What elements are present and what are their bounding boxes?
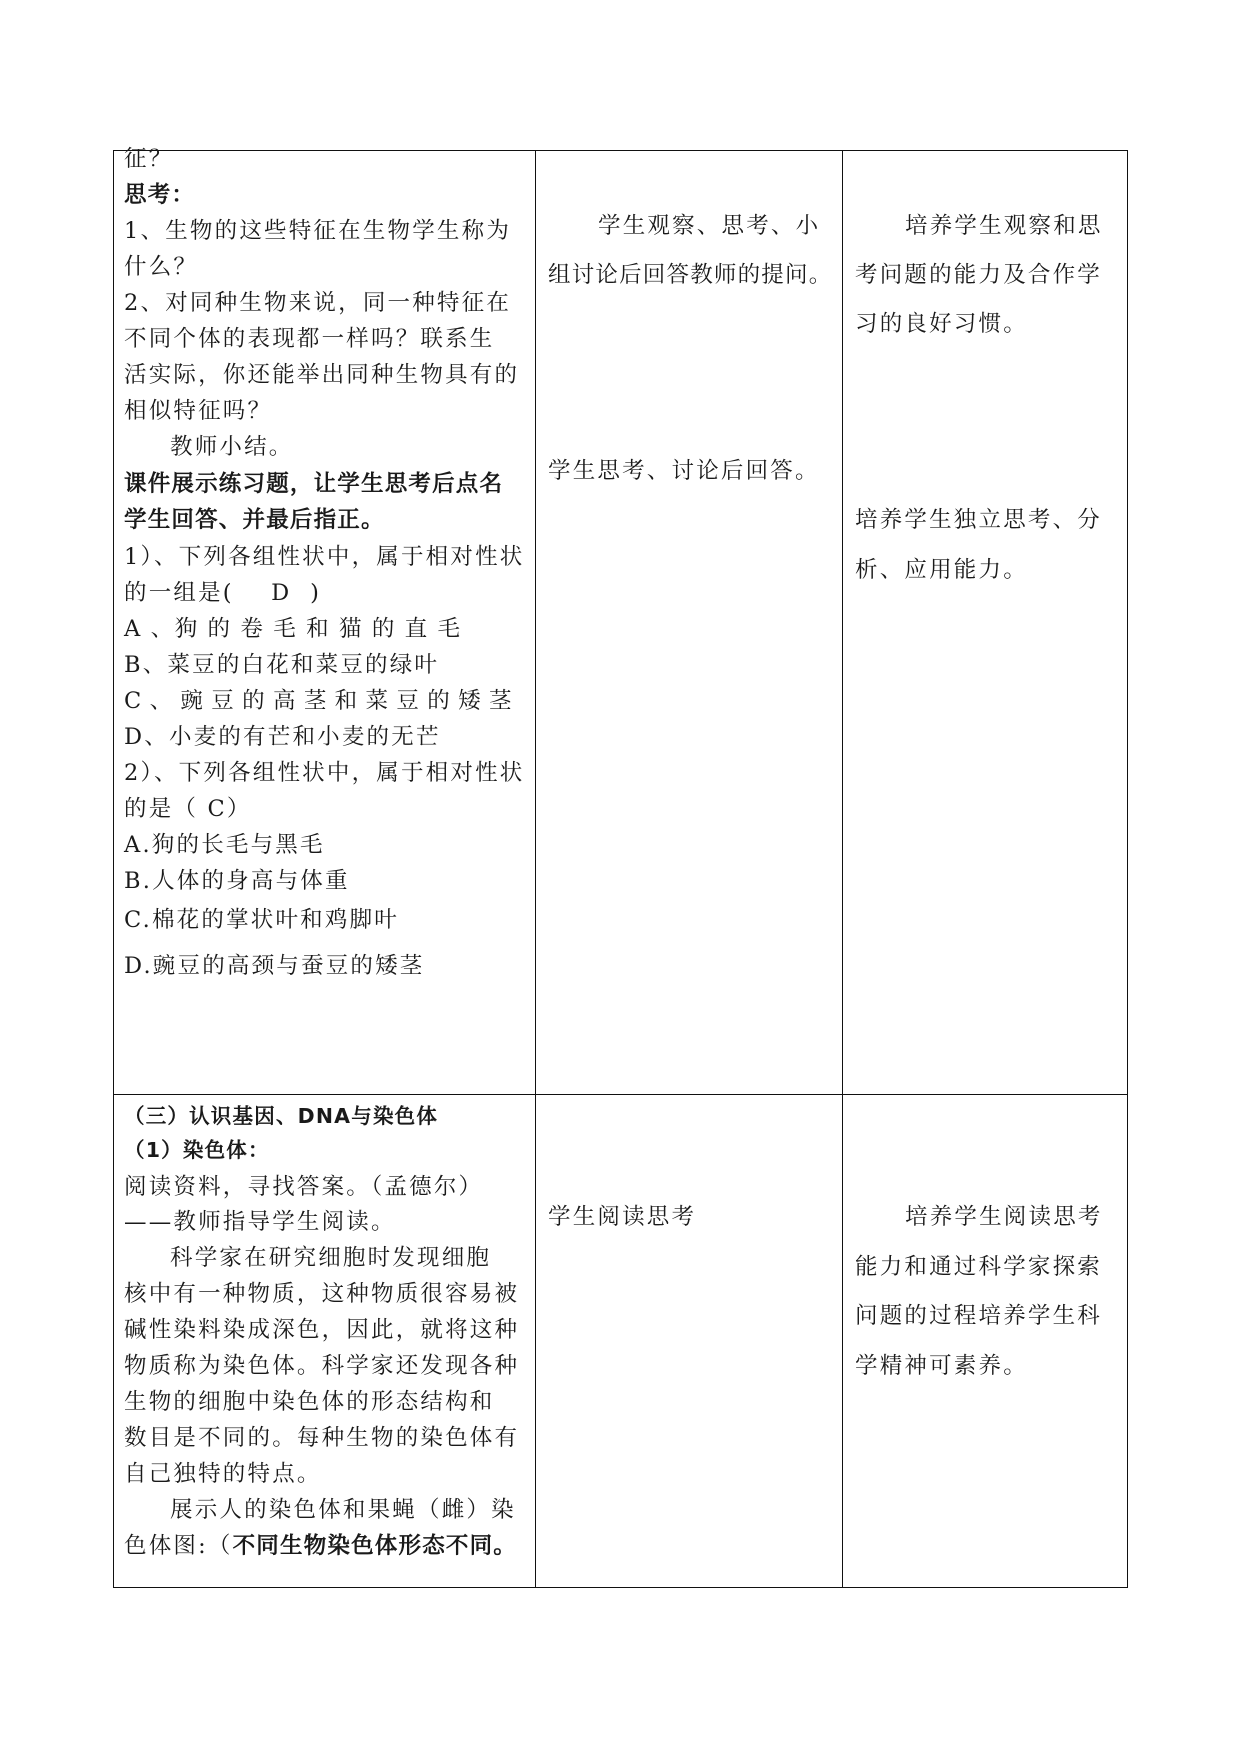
text-line: 学精神可素养。 — [855, 1353, 1028, 1379]
subsection-heading: （1）染色体： — [124, 1138, 270, 1162]
text-line: A 、狗 的 卷 毛 和 猫 的 直 毛 — [124, 616, 462, 642]
text-line: 学生观察、思考、小 — [598, 213, 821, 239]
text-line: B、菜豆的白花和菜豆的绿叶 — [124, 652, 440, 678]
text-line: 能力和通过科学家探索 — [855, 1254, 1103, 1280]
text-line: 不同个体的表现都一样吗？联系生 — [124, 326, 495, 352]
text-line: 活实际，你还能举出同种生物具有的 — [124, 362, 520, 388]
text-line: 思考： — [124, 182, 196, 208]
text-line: 2）、下列各组性状中，属于相对性状 — [124, 760, 525, 786]
text-line: 培养学生独立思考、分 — [855, 507, 1103, 533]
text-line: 组讨论后回答教师的提问。 — [548, 262, 833, 288]
student-activity-cell — [536, 1095, 843, 1588]
text-line: 培养学生观察和思 — [905, 213, 1103, 239]
text-line: D、小麦的有芒和小麦的无芒 — [124, 724, 441, 750]
text-line: 的一组是( D ) — [124, 580, 322, 606]
text-line: 科学家在研究细胞时发现细胞 — [170, 1245, 492, 1271]
text-line: 习的良好习惯。 — [855, 311, 1028, 337]
text-line: 1）、下列各组性状中，属于相对性状 — [124, 544, 525, 570]
text-line: C.棉花的掌状叶和鸡脚叶 — [124, 907, 399, 933]
student-activity-cell — [536, 151, 843, 1095]
text-line: 数目是不同的。每种生物的染色体有 — [124, 1425, 520, 1451]
section-heading: （三）认识基因、DNA与染色体 — [124, 1104, 439, 1128]
teacher-activity-cell — [114, 1095, 536, 1588]
design-purpose-cell — [843, 151, 1128, 1095]
text-line: 展示人的染色体和果蝇（雌）染 — [170, 1497, 516, 1523]
text-span: 色体图:（ — [124, 1533, 233, 1559]
text-line: 物质称为染色体。科学家还发现各种 — [124, 1353, 520, 1379]
text-line: 1、生物的这些特征在生物学生称为 — [124, 218, 512, 244]
text-line: 相似特征吗？ — [124, 398, 273, 424]
text-line: 阅读资料，寻找答案。（孟德尔） — [124, 1174, 484, 1200]
text-line: 考问题的能力及合作学 — [855, 262, 1103, 288]
text-line: 自己独特的特点。 — [124, 1461, 322, 1487]
text-line: 碱性染料染成深色，因此，就将这种 — [124, 1317, 520, 1343]
text-line: 析、应用能力。 — [855, 557, 1028, 583]
text-line: 培养学生阅读思考 — [905, 1204, 1103, 1230]
text-line: 2、对同种生物来说，同一种特征在 — [124, 290, 512, 316]
teacher-activity-cell — [114, 146, 536, 1095]
bold-text-span: 不同生物染色体形态不同。 — [232, 1533, 517, 1559]
text-line: 什么？ — [124, 254, 199, 280]
text-line: ——教师指导学生阅读。 — [124, 1209, 396, 1235]
text-line: B.人体的身高与体重 — [124, 868, 350, 894]
text-line: 学生回答、并最后指正。 — [124, 507, 385, 533]
text-line: 课件展示练习题，让学生思考后点名 — [124, 471, 504, 497]
table-row — [114, 151, 1128, 1095]
text-line — [124, 1531, 517, 1561]
text-line: 学生阅读思考 — [548, 1204, 697, 1230]
text-line: 生物的细胞中染色体的形态结构和 — [124, 1389, 495, 1415]
text-line: C 、 豌 豆 的 高 茎 和 菜 豆 的 矮 茎 — [124, 688, 513, 714]
text-line: D.豌豆的高颈与蚕豆的矮茎 — [124, 953, 425, 979]
design-purpose-cell — [843, 1095, 1128, 1588]
text-line: 教师小结。 — [170, 434, 294, 460]
text-line: 核中有一种物质，这种物质很容易被 — [124, 1281, 520, 1307]
table-row — [114, 1095, 1128, 1588]
text-line: 征？ — [124, 146, 174, 172]
text-line: A.狗的长毛与黑毛 — [124, 832, 325, 858]
text-line: 学生思考、讨论后回答。 — [548, 458, 820, 484]
lesson-plan-table — [113, 146, 1128, 1588]
text-line: 的是（ C） — [124, 796, 252, 822]
text-line: 问题的过程培养学生科 — [855, 1303, 1103, 1329]
